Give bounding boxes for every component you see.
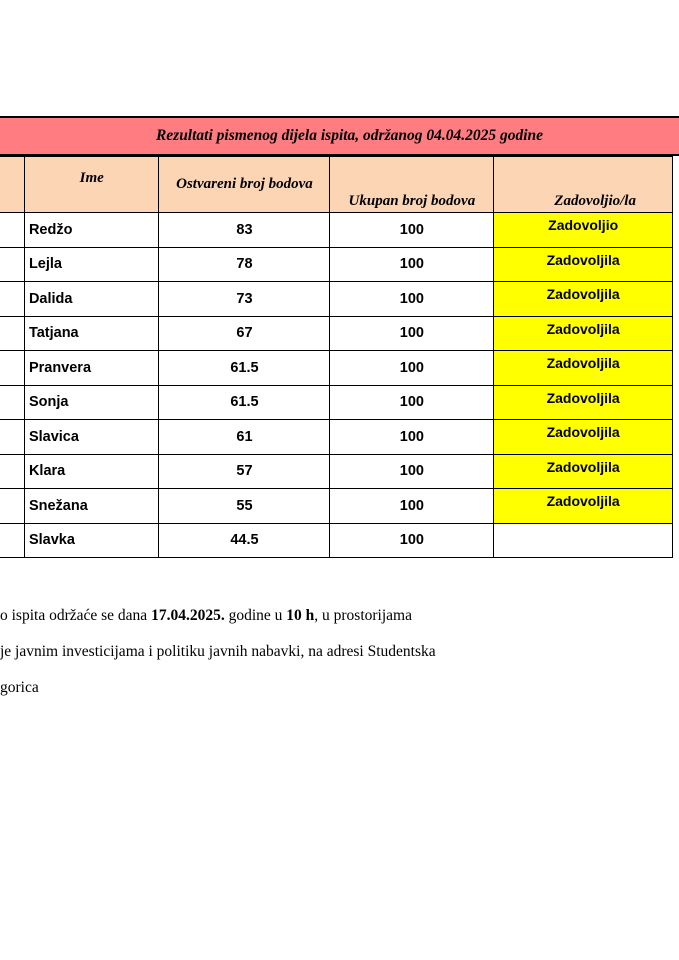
cell-ukupan: 100 (330, 316, 494, 351)
cell-index (0, 523, 24, 558)
cell-ime: Lejla (24, 247, 159, 282)
table-row (0, 316, 673, 351)
table-row (0, 523, 673, 558)
cell-ostvareni: 61.5 (159, 385, 330, 420)
cell-ukupan: 100 (330, 420, 494, 455)
cell-ime: Tatjana (24, 316, 159, 351)
cell-ukupan: 100 (330, 523, 494, 558)
cell-index (0, 282, 24, 317)
cell-ime: Sonja (24, 385, 159, 420)
table-row (0, 489, 673, 524)
notes-line-2: je javnim investicijama i politiku javnih nabavki, na adresi Studentska (0, 643, 436, 660)
notes (0, 598, 679, 706)
cell-index (0, 316, 24, 351)
header-index (0, 157, 24, 213)
cell-index (0, 385, 24, 420)
header-ime: Ime (24, 157, 159, 213)
cell-ostvareni: 61.5 (159, 351, 330, 386)
table-row (0, 247, 673, 282)
cell-ukupan: 100 (330, 489, 494, 524)
cell-ostvareni: 57 (159, 454, 330, 489)
notes-text: o ispita održaće se dana (0, 607, 152, 624)
cell-ime: Pranvera (24, 351, 159, 386)
cell-ime: Klara (24, 454, 159, 489)
table-row (0, 282, 673, 317)
cell-ukupan: 100 (330, 213, 494, 248)
cell-status: Zadovoljila (494, 489, 673, 524)
cell-ukupan: 100 (330, 351, 494, 386)
cell-status: Zadovoljio (494, 213, 673, 248)
cell-index (0, 213, 24, 248)
cell-status (494, 523, 673, 558)
header-zadovoljio: Zadovoljio/la (494, 157, 673, 213)
notes-time: 10 h (286, 607, 315, 624)
table-row (0, 454, 673, 489)
cell-status: Zadovoljila (494, 282, 673, 317)
notes-line-1 (0, 598, 679, 634)
results-table (0, 156, 673, 558)
cell-index (0, 489, 24, 524)
cell-ime: Snežana (24, 489, 159, 524)
table-title: Rezultati pismenog dijela ispita, održanog 04.04.2025 godine (0, 116, 679, 156)
cell-ostvareni: 67 (159, 316, 330, 351)
table-row (0, 385, 673, 420)
cell-index (0, 247, 24, 282)
cell-status: Zadovoljila (494, 316, 673, 351)
header-ukupan: Ukupan broj bodova (330, 157, 494, 213)
cell-status: Zadovoljila (494, 351, 673, 386)
header-ostvareni: Ostvareni broj bodova (159, 157, 330, 213)
notes-line-3: gorica (0, 679, 39, 696)
cell-ime: Slavica (24, 420, 159, 455)
cell-status: Zadovoljila (494, 420, 673, 455)
cell-ostvareni: 83 (159, 213, 330, 248)
notes-text: , u prostorijama (314, 607, 412, 624)
cell-ime: Slavka (24, 523, 159, 558)
cell-status: Zadovoljila (494, 454, 673, 489)
cell-ime: Redžo (24, 213, 159, 248)
cell-ukupan: 100 (330, 282, 494, 317)
cell-ukupan: 100 (330, 385, 494, 420)
cell-ostvareni: 61 (159, 420, 330, 455)
table-row (0, 420, 673, 455)
cell-ostvareni: 73 (159, 282, 330, 317)
cell-ukupan: 100 (330, 247, 494, 282)
table-row (0, 213, 673, 248)
header-row (0, 157, 673, 213)
cell-ukupan: 100 (330, 454, 494, 489)
cell-status: Zadovoljila (494, 385, 673, 420)
notes-date: 17.04.2025. (151, 607, 225, 624)
cell-ime: Dalida (24, 282, 159, 317)
cell-index (0, 454, 24, 489)
cell-ostvareni: 44.5 (159, 523, 330, 558)
cell-index (0, 351, 24, 386)
cell-ostvareni: 55 (159, 489, 330, 524)
cell-status: Zadovoljila (494, 247, 673, 282)
notes-text: godine u (224, 607, 287, 624)
table-row (0, 351, 673, 386)
cell-ostvareni: 78 (159, 247, 330, 282)
cell-index (0, 420, 24, 455)
